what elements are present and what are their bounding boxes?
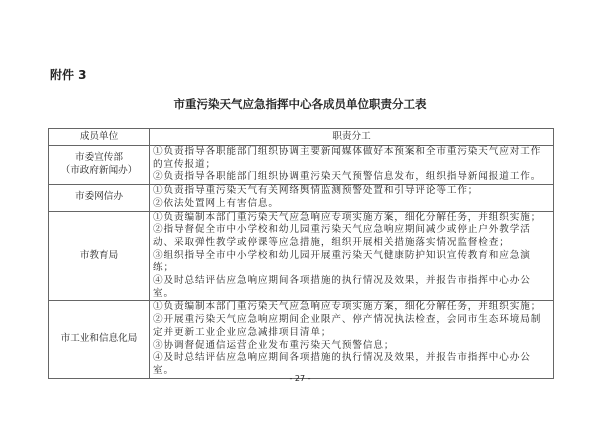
duty-item: ③协调督促通信运营企业发布重污染天气预警信息； <box>153 339 395 351</box>
duty-item: ①负责指导重污染天气有关网络舆情监测预警处置和引导评论等工作； <box>153 185 479 197</box>
unit-cell <box>49 301 150 378</box>
duty-cell <box>150 146 554 185</box>
header-duties: 职责分工 <box>150 129 554 146</box>
unit-cell <box>49 146 150 185</box>
duty-cell <box>150 185 554 211</box>
duty-table <box>48 128 554 379</box>
page-title: 市重污染天气应急指挥中心各成员单位职责分工表 <box>173 97 427 111</box>
unit-name: 市委宣传部 <box>75 152 123 164</box>
duty-item: ①负责编制本部门重污染天气应急响应专项实施方案，细化分解任务，并组织实施； <box>153 301 542 313</box>
table-header-row <box>49 129 554 146</box>
unit-name: 市工业和信息化局 <box>60 333 138 345</box>
table-row <box>49 146 554 185</box>
duty-item: ②依法处置网上有害信息。 <box>153 197 279 209</box>
unit-cell <box>49 185 150 211</box>
duty-cell <box>150 301 554 378</box>
page-number: - 27 - <box>289 374 311 383</box>
duty-item: ②开展重污染天气应急响应期间企业限产、停产情况执法检查，会同市生态环境局制定并更新工业企业应急减排项目清单； <box>153 314 542 338</box>
unit-name: 市委网信办 <box>75 191 123 203</box>
duty-item: ③组织指导全市中小学校和幼儿园开展重污染天气健康防护知识宣传教育和应急演练； <box>153 249 531 274</box>
duty-item: ④及时总结评估应急响应期间各项措施的执行情况及效果，并报告市指挥中心办公室。 <box>153 352 531 376</box>
unit-name: 市教育局 <box>79 249 119 261</box>
table-row <box>49 185 554 211</box>
table-row <box>49 301 554 378</box>
duty-item: ④及时总结评估应急响应期间各项措施的执行情况及效果，并报告市指挥中心办公室。 <box>153 275 531 299</box>
duty-cell <box>150 211 554 301</box>
table-row <box>49 211 554 301</box>
unit-subname: （市政府新闻办） <box>60 165 138 177</box>
duty-item: ①负责编制本部门重污染天气应急响应专项实施方案，细化分解任务，并组织实施； <box>153 211 542 223</box>
duty-item: ②负责指导各职能部门组织协调重污染天气预警信息发布，组织指导新闻报道工作。 <box>153 171 542 183</box>
header-unit: 成员单位 <box>49 129 150 146</box>
attachment-label: 附件 3 <box>50 68 87 82</box>
unit-cell <box>49 211 150 301</box>
duty-item: ①负责指导各职能部门组织协调主要新闻媒体做好本预案和全市重污染天气应对工作的宣传报道； <box>153 146 542 170</box>
duty-item: ②指导督促全市中小学校和幼儿园重污染天气应急响应期间减少或停止户外教学活动、采取弹性教学或停课等应急措施，组织开展相关措施落实情况监督检查； <box>153 224 531 248</box>
